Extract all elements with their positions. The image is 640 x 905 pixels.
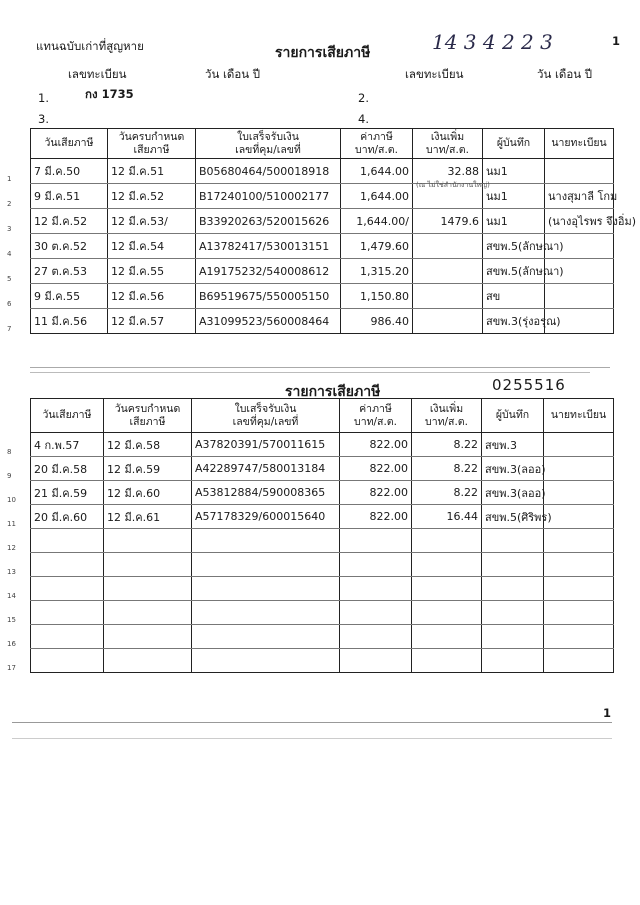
tax-date-cell: 20 มี.ค.58 9 — [31, 457, 104, 481]
tax-amount-cell: 1,479.60 — [341, 234, 413, 259]
tax-date-cell — [7, 577, 104, 601]
reg-label-2: เลขทะเบียน — [405, 67, 464, 81]
receipt-cell — [192, 529, 340, 553]
tax-amount-cell: 822.00 — [340, 481, 412, 505]
page-title: รายการเสียภาษี — [275, 45, 371, 61]
table-row — [31, 649, 614, 673]
receipt-cell: A53812884/590008365 — [192, 481, 340, 505]
tax-amount-cell: 822.00 — [340, 457, 412, 481]
tax-date-cell: 12 มี.ค.52 3 — [31, 209, 108, 234]
surcharge-cell: 16.44 — [412, 505, 482, 529]
col-recorder: ผู้บันทึก — [483, 129, 545, 159]
due-date-cell: 12 มี.ค.59 — [104, 457, 192, 481]
due-date-cell — [104, 649, 192, 673]
row-number: 11 — [7, 520, 16, 528]
tax-date-cell — [7, 601, 104, 625]
recorder-cell: สขพ.3(ลออ) — [482, 481, 544, 505]
row-number: 17 — [7, 664, 16, 672]
recorder-cell: นม1 — [483, 184, 545, 209]
recorder-cell: สขพ.5(ลักษณา) — [483, 234, 545, 259]
table-row — [31, 234, 614, 259]
tax-date-cell: 11 มี.ค.56 7 — [31, 309, 108, 334]
row-number: 6 — [7, 300, 12, 308]
recorder-cell: นม1 — [483, 159, 545, 184]
registrar-cell — [544, 649, 614, 673]
surcharge-cell — [412, 649, 482, 673]
table-row — [31, 481, 614, 505]
scan-noise-line — [12, 738, 612, 739]
tax-date-cell: 21 มี.ค.59 10 — [31, 481, 104, 505]
line-4-number: 4. — [358, 112, 369, 126]
due-date-cell: 12 มี.ค.57 — [108, 309, 196, 334]
due-date-cell: 12 มี.ค.51 — [108, 159, 196, 184]
registrar-cell — [544, 625, 614, 649]
surcharge-cell: 32.88 — [413, 159, 483, 184]
surcharge-cell — [412, 601, 482, 625]
col-tax-date: วันเสียภาษี — [31, 129, 108, 159]
registrar-cell — [545, 259, 614, 284]
tax-date-cell — [7, 625, 104, 649]
tax-amount-cell — [340, 529, 412, 553]
tax-amount-cell — [340, 649, 412, 673]
table-row — [31, 601, 614, 625]
receipt-cell: B05680464/500018918 — [196, 159, 341, 184]
receipt-cell — [192, 553, 340, 577]
surcharge-cell — [412, 529, 482, 553]
tax-date-cell: 7 มี.ค.50 1 — [31, 159, 108, 184]
registrar-cell: นางสุมาลี โกม — [545, 184, 614, 209]
col-receipt: ใบเสร็จรับเงิน เลขที่คุม/เลขที่ — [192, 399, 340, 433]
surcharge-cell — [412, 625, 482, 649]
col-registrar: นายทะเบียน — [544, 399, 614, 433]
tax-amount-cell: 986.40 — [341, 309, 413, 334]
receipt-cell — [192, 649, 340, 673]
table-row — [31, 209, 614, 234]
page-number: 1 — [612, 34, 621, 48]
surcharge-cell — [413, 259, 483, 284]
registrar-cell — [544, 601, 614, 625]
row-number: 7 — [7, 325, 12, 333]
col-surcharge: เงินเพิ่ม บาท/ส.ต. — [413, 129, 483, 159]
col-due-date: วันครบกำหนด เสียภาษี — [108, 129, 196, 159]
due-date-cell — [104, 625, 192, 649]
serial-number: 0255516 — [492, 376, 566, 394]
registrar-cell: (นางอุไรพร จึงอิ่ม) — [545, 209, 614, 234]
row-number: 12 — [7, 544, 16, 552]
reg-label-1: เลขทะเบียน — [68, 67, 127, 81]
col-receipt: ใบเสร็จรับเงิน เลขที่คุม/เลขที่ — [196, 129, 341, 159]
surcharge-cell — [412, 553, 482, 577]
registrar-cell — [544, 457, 614, 481]
recorder-cell: สขพ.3(ลออ) — [482, 457, 544, 481]
recorder-cell: สข — [483, 284, 545, 309]
tax-amount-cell — [340, 601, 412, 625]
col-tax-date: วันเสียภาษี — [31, 399, 104, 433]
tax-date-cell: 27 ต.ค.53 5 — [31, 259, 108, 284]
due-date-cell: 12 มี.ค.55 — [108, 259, 196, 284]
line-3-number: 3. — [38, 112, 49, 126]
row-number: 16 — [7, 640, 16, 648]
row-number: 8 — [7, 448, 12, 456]
due-date-cell: 12 มี.ค.53/ — [108, 209, 196, 234]
recorder-cell — [482, 529, 544, 553]
surcharge-cell: 8.22 — [412, 457, 482, 481]
registrar-cell — [544, 505, 614, 529]
tax-date-cell: 9 มี.ค.55 6 — [31, 284, 108, 309]
registrar-cell — [544, 481, 614, 505]
receipt-cell: B69519675/550005150 — [196, 284, 341, 309]
table-row — [31, 457, 614, 481]
row-number: 4 — [7, 250, 12, 258]
due-date-cell: 12 มี.ค.58 — [104, 433, 192, 457]
tax-date-cell: 4 ก.พ.57 8 — [31, 433, 104, 457]
tax-date-cell — [7, 553, 104, 577]
row-number: 10 — [7, 496, 16, 504]
receipt-cell: A37820391/570011615 — [192, 433, 340, 457]
recorder-cell: สขพ.3 — [482, 433, 544, 457]
due-date-cell: 12 มี.ค.56 — [108, 284, 196, 309]
registrar-cell — [545, 234, 614, 259]
due-date-cell — [104, 601, 192, 625]
receipt-cell — [192, 577, 340, 601]
col-registrar: นายทะเบียน — [545, 129, 614, 159]
handwritten-code: 14 3 4 2 2 3 — [432, 30, 553, 54]
receipt-cell: A13782417/530013151 — [196, 234, 341, 259]
scan-noise-line — [30, 367, 610, 368]
tax-amount-cell: 822.00 — [340, 433, 412, 457]
date-label-1: วัน เดือน ปี — [205, 67, 261, 81]
recorder-cell: นม1 — [483, 209, 545, 234]
col-tax: ค่าภาษี บาท/ส.ต. — [341, 129, 413, 159]
tax-amount-cell: 1,644.00 — [341, 159, 413, 184]
table-row — [31, 309, 614, 334]
tax-amount-cell: 1,150.80 — [341, 284, 413, 309]
receipt-cell: A42289747/580013184 — [192, 457, 340, 481]
registrar-cell — [544, 577, 614, 601]
receipt-cell: A31099523/560008464 — [196, 309, 341, 334]
tax-amount-cell — [340, 553, 412, 577]
tax-amount-cell: 1,644.00/ — [341, 209, 413, 234]
row-number: 13 — [7, 568, 16, 576]
table-row — [31, 159, 614, 184]
recorder-cell: สขพ.5(ศิริพร) — [482, 505, 544, 529]
tax-date-cell: 9 มี.ค.51 2 — [31, 184, 108, 209]
surcharge-note: (ณ ไม่ใช่สำนักงานใหญ่) — [416, 181, 490, 189]
tax-date-cell: 30 ต.ค.52 4 — [31, 234, 108, 259]
due-date-cell: 12 มี.ค.60 — [104, 481, 192, 505]
registrar-cell — [544, 553, 614, 577]
receipt-cell: A57178329/600015640 — [192, 505, 340, 529]
tax-amount-cell — [340, 577, 412, 601]
recorder-cell: สขพ.5(ลักษณา) — [483, 259, 545, 284]
line-1-number: 1. — [38, 91, 49, 105]
table-row — [31, 625, 614, 649]
receipt-cell: B33920263/520015626 — [196, 209, 341, 234]
registrar-cell — [545, 159, 614, 184]
table-row — [31, 577, 614, 601]
tax-table-1 — [7, 128, 637, 334]
tax-date-cell: 20 มี.ค.60 11 — [31, 505, 104, 529]
surcharge-cell — [413, 234, 483, 259]
recorder-cell — [482, 601, 544, 625]
surcharge-cell: 8.22 — [412, 481, 482, 505]
surcharge-cell — [413, 284, 483, 309]
due-date-cell: 12 มี.ค.54 — [108, 234, 196, 259]
scan-noise-line — [30, 372, 590, 373]
recorder-cell — [482, 577, 544, 601]
table-row — [31, 529, 614, 553]
recorder-cell: สขพ.3(รุ่งอรุณ) — [483, 309, 545, 334]
tax-amount-cell: 1,315.20 — [341, 259, 413, 284]
replacement-note: แทนฉบับเก่าที่สูญหาย — [36, 39, 144, 53]
surcharge-cell — [412, 577, 482, 601]
surcharge-cell — [413, 309, 483, 334]
surcharge-cell: 8.22 — [412, 433, 482, 457]
tax-date-cell — [7, 529, 104, 553]
row-number: 9 — [7, 472, 12, 480]
table-row — [31, 184, 614, 209]
table-row — [31, 433, 614, 457]
receipt-cell: B17240100/510002177 — [196, 184, 341, 209]
line-2-number: 2. — [358, 91, 369, 105]
row-number: 14 — [7, 592, 16, 600]
table-row — [31, 553, 614, 577]
row-number: 15 — [7, 616, 16, 624]
registrar-cell — [544, 433, 614, 457]
recorder-cell — [482, 649, 544, 673]
tax-date-cell — [7, 649, 104, 673]
table-row — [31, 505, 614, 529]
receipt-cell — [192, 625, 340, 649]
registrar-cell — [545, 284, 614, 309]
due-date-cell — [104, 577, 192, 601]
tax-amount-cell — [340, 625, 412, 649]
row-number: 1 — [7, 175, 12, 183]
due-date-cell: 12 มี.ค.61 — [104, 505, 192, 529]
col-recorder: ผู้บันทึก — [482, 399, 544, 433]
table-row — [31, 284, 614, 309]
row-number: 2 — [7, 200, 12, 208]
footer-page-number: 1 — [603, 706, 612, 720]
recorder-cell — [482, 625, 544, 649]
tax-amount-cell: 822.00 — [340, 505, 412, 529]
tax-amount-cell: 1,644.00 — [341, 184, 413, 209]
row-number: 3 — [7, 225, 12, 233]
section-2-title: รายการเสียภาษี — [285, 384, 381, 400]
receipt-cell — [192, 601, 340, 625]
date-label-2: วัน เดือน ปี — [537, 67, 593, 81]
col-surcharge: เงินเพิ่ม บาท/ส.ต. — [412, 399, 482, 433]
col-tax: ค่าภาษี บาท/ส.ต. — [340, 399, 412, 433]
receipt-cell: A19175232/540008612 — [196, 259, 341, 284]
registrar-cell — [544, 529, 614, 553]
registrar-cell — [545, 309, 614, 334]
row-number: 5 — [7, 275, 12, 283]
table-row — [31, 259, 614, 284]
footer-divider — [12, 722, 612, 723]
due-date-cell — [104, 529, 192, 553]
due-date-cell: 12 มี.ค.52 — [108, 184, 196, 209]
plate-number: กง 1735 — [85, 87, 134, 101]
recorder-cell — [482, 553, 544, 577]
tax-table-2 — [7, 398, 614, 673]
surcharge-cell: 1479.6 — [413, 209, 483, 234]
due-date-cell — [104, 553, 192, 577]
col-due-date: วันครบกำหนด เสียภาษี — [104, 399, 192, 433]
